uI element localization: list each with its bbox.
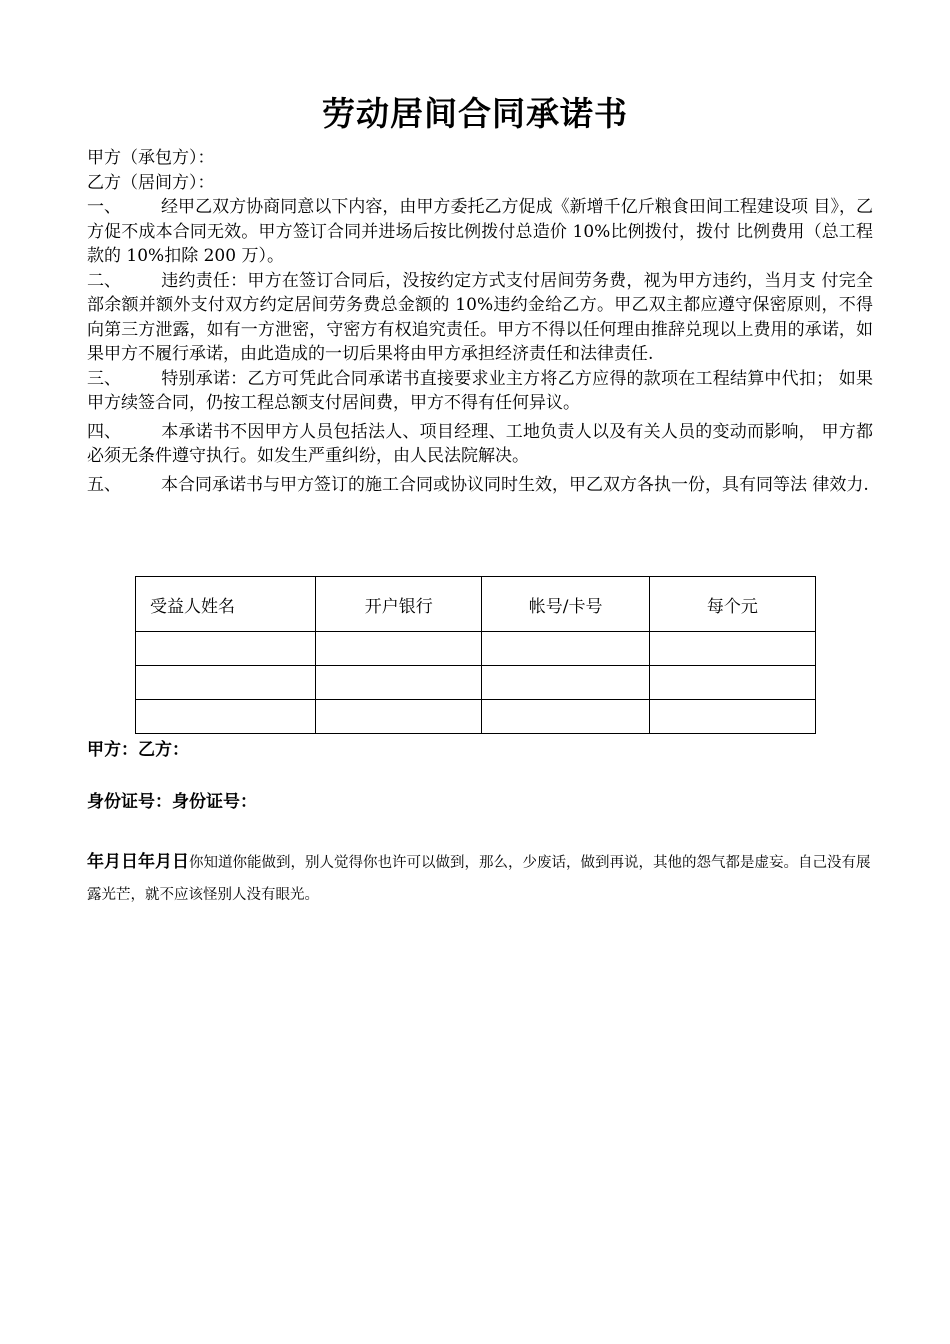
table-cell [482, 666, 649, 700]
beneficiary-table [135, 576, 816, 734]
table-cell [649, 666, 815, 700]
signature-id-numbers: 身份证号：身份证号： [87, 792, 257, 812]
table-cell [482, 632, 649, 666]
header-account-number: 帐号/卡号 [482, 577, 649, 632]
clause-number: 一、 [87, 197, 121, 217]
clause-number: 四、 [87, 421, 121, 442]
clause-text: 特别承诺：乙方可凭此合同承诺书直接要求业主方将乙方应得的款项在工程结算中代扣； 如果甲方续签合同，仍按工程总额支付居间费，甲方不得有任何异议。 [87, 368, 873, 413]
party-b-label: 乙方（居间方）： [87, 172, 215, 193]
table-cell [649, 632, 815, 666]
page-title: 劳动居间合同承诺书 [322, 94, 628, 133]
clause-number: 三、 [87, 368, 121, 389]
clause-3 [87, 367, 873, 416]
clause-number: 五、 [87, 474, 121, 495]
clause-5 [87, 473, 873, 498]
signature-dates: 年月日年月日 [87, 852, 189, 872]
clause-number: 二、 [87, 270, 121, 291]
table-row [136, 632, 816, 666]
header-amount: 每个元 [649, 577, 815, 632]
table-cell [136, 666, 316, 700]
table-row [136, 666, 816, 700]
clause-1 [87, 195, 873, 269]
header-beneficiary-name: 受益人姓名 [136, 577, 316, 632]
clause-text: 本合同承诺书与甲方签订的施工合同或协议同时生效，甲乙双方各执一份，具有同等法 律效力. [161, 474, 869, 495]
clause-text: 违约责任：甲方在签订合同后，没按约定方式支付居间劳务费，视为甲方违约，当月支 付完全部余额并额外支付双方约定居间劳务费总金额的 10%违约金给乙方。甲乙双主都应遵守保密原则，不得向第三方泄露，如有一方泄密，守密方有权追究责任。甲方不得以任何理由推辞兑现以上费用的承诺，如果甲方不履行承诺，由此造成的一切后果将由甲方承担经济责任和法律责任. [87, 270, 873, 364]
signature-parties: 甲方：乙方： [87, 740, 189, 760]
table-cell [136, 632, 316, 666]
document-body [87, 146, 873, 497]
clause-text: 经甲乙双方协商同意以下内容，由甲方委托乙方促成《新增千亿斤粮食田间工程建设项 目》，乙方促不成本合同无效。甲方签订合同并进场后按比例拨付总造价 10%比例拨付，拨付 比例费用（总工程款的 10%扣除 200 万）。 [87, 197, 873, 266]
clause-2 [87, 269, 873, 367]
header-bank: 开户银行 [316, 577, 482, 632]
party-a-label: 甲方（承包方）： [87, 148, 215, 168]
table-cell [136, 700, 316, 734]
closing-text: 你知道你能做到，别人觉得你也许可以做到，那么，少废话，做到再说，其他的怨气都是虚妄。自己没有展露光芒，就不应该怪别人没有眼光。 [87, 855, 871, 903]
table-cell [482, 700, 649, 734]
table-cell [316, 700, 482, 734]
clause-4 [87, 420, 873, 469]
table-row [136, 700, 816, 734]
table-header-row [136, 577, 816, 632]
table-cell [649, 700, 815, 734]
table-cell [316, 632, 482, 666]
clause-text: 本承诺书不因甲方人员包括法人、项目经理、工地负责人以及有关人员的变动而影响， 甲方都必须无条件遵守执行。如发生严重纠纷，由人民法院解决。 [87, 421, 873, 466]
closing-paragraph [87, 846, 873, 911]
table-cell [316, 666, 482, 700]
